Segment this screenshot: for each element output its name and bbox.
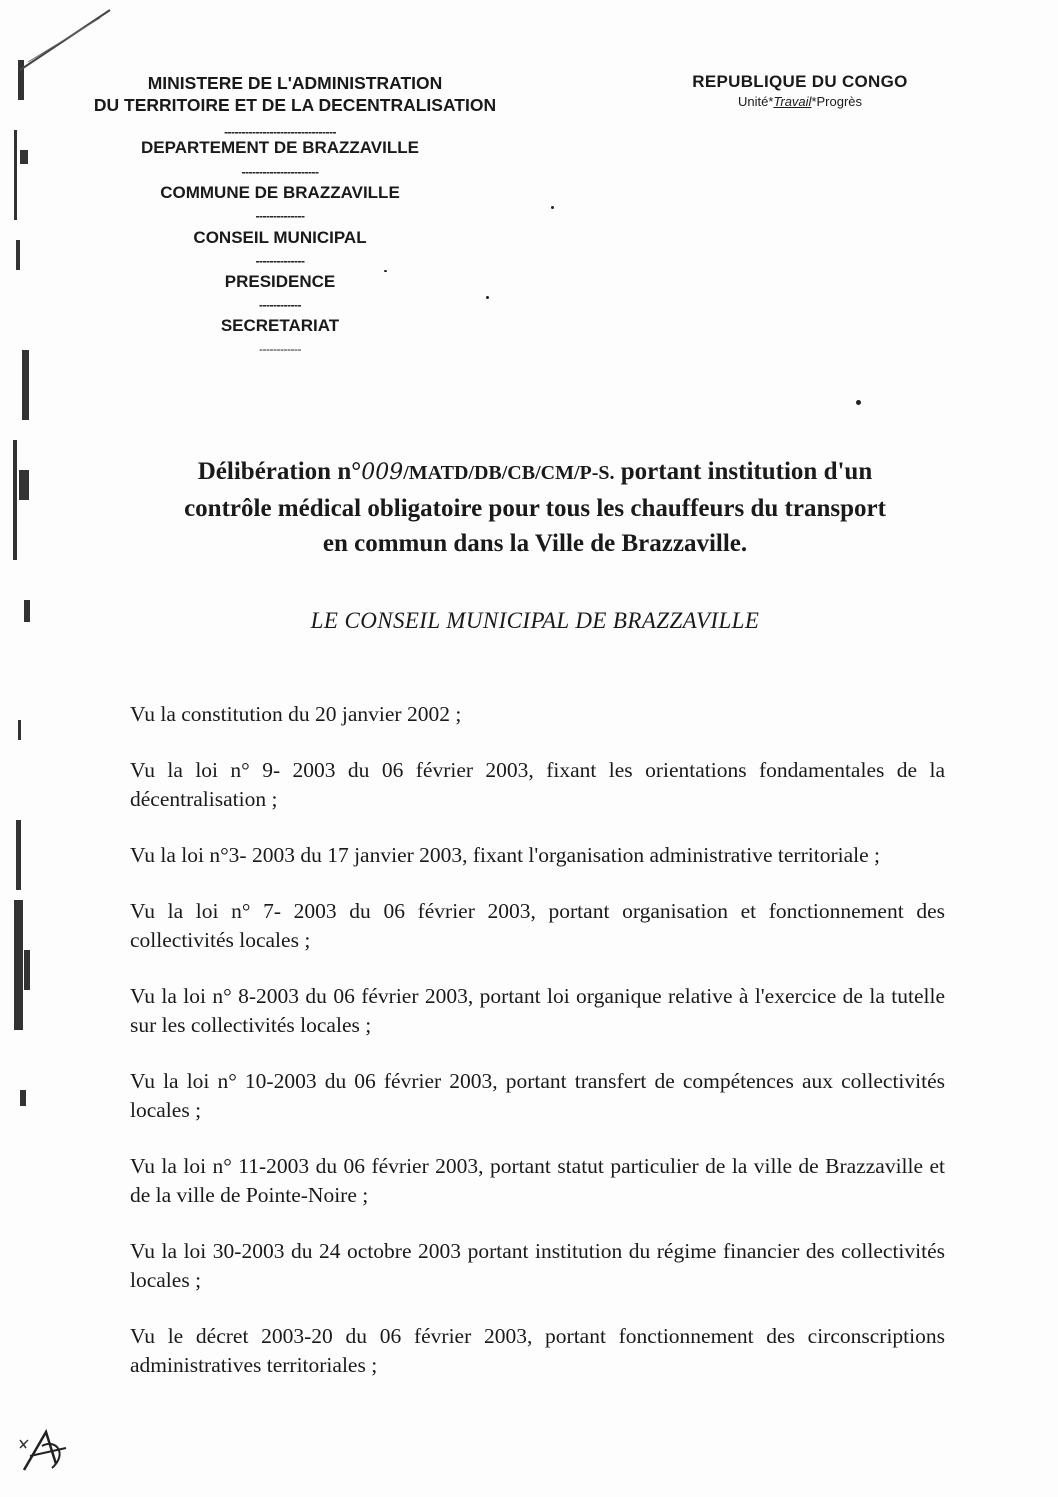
considerant-item: Vu la loi n° 9- 2003 du 06 février 2003, fixant les orientations fondamentales de la décentralisation ; (130, 758, 945, 811)
title-line-2: contrôle médical obligatoire pour tous les chauffeurs du transport (184, 495, 886, 522)
title-line-3: en commun dans la Ville de Brazzaville. (322, 530, 748, 557)
considerant-item: Vu la loi n° 7- 2003 du 06 février 2003, portant organisation et fonctionnement des collectivités locales ; (130, 899, 945, 952)
motto-progress: *Progrès (811, 94, 863, 109)
republic-title: REPUBLIQUE DU CONGO (692, 72, 908, 91)
national-motto (660, 94, 940, 109)
deliberation-number: 009 (361, 460, 404, 485)
scan-speck (486, 296, 489, 299)
header-separator-5: ------------ (259, 299, 301, 311)
header-separator-1: -------------------------------- (224, 126, 336, 138)
handwritten-initials (16, 1418, 76, 1478)
scan-speck (551, 206, 554, 209)
scan-edge-noise (10, 0, 52, 1497)
considerant-item: Vu la loi n° 8-2003 du 06 février 2003, portant loi organique relative à l'exercice de la tutelle sur les collectivités locales ; (130, 984, 945, 1037)
considerant-item: Vu la loi n°3- 2003 du 17 janvier 2003, fixant l'organisation administrative territoriale ; (130, 843, 880, 867)
presidence-label: PRESIDENCE (224, 272, 336, 291)
considerant-item: Vu le décret 2003-20 du 06 février 2003, portant fonctionnement des circonscriptions administratives territoriales ; (130, 1324, 945, 1377)
header-separator-2: ---------------------- (241, 166, 319, 178)
corner-scribble (0, 0, 120, 80)
secretariat-label: SECRETARIAT (220, 316, 340, 335)
header-separator-4: -------------- (255, 255, 305, 267)
department-label: DEPARTEMENT DE BRAZZAVILLE (141, 138, 419, 157)
council-heading: LE CONSEIL MUNICIPAL DE BRAZZAVILLE (310, 608, 760, 633)
considerant-item: Vu la constitution du 20 janvier 2002 ; (130, 702, 462, 726)
scan-speck (384, 270, 387, 272)
republic-header (660, 72, 940, 109)
motto-unity: Unité* (737, 94, 774, 109)
scan-speck (856, 400, 861, 405)
council-label: CONSEIL MUNICIPAL (193, 228, 367, 247)
deliberation-title (110, 454, 960, 561)
considerant-item: Vu la loi n° 11-2003 du 06 février 2003, portant statut particulier de la ville de Brazzaville et de la ville de Pointe-Noire ; (130, 1154, 945, 1207)
commune-label: COMMUNE DE BRAZZAVILLE (160, 183, 400, 202)
deliberation-reference: /MATD/DB/CB/CM/P-S. (403, 462, 615, 484)
considerant-item: Vu la loi n° 10-2003 du 06 février 2003, portant transfert de compétences aux collectivités locales ; (130, 1069, 945, 1122)
considerants-list (130, 700, 945, 1407)
header-separator-6: ------------ (259, 343, 301, 355)
ministry-header (70, 72, 520, 116)
title-prefix: Délibération n° (197, 458, 362, 485)
considerant-item: Vu la loi 30-2003 du 24 octobre 2003 portant institution du régime financier des collectivités locales ; (130, 1239, 945, 1292)
title-line-1-rest: portant institution d'un (614, 458, 873, 485)
ministry-line-1: MINISTERE DE L'ADMINISTRATION (147, 73, 443, 93)
motto-work: Travail (773, 94, 812, 109)
header-separator-3: -------------- (255, 210, 305, 222)
ministry-line-2: DU TERRITOIRE ET DE LA DECENTRALISATION (93, 95, 497, 115)
